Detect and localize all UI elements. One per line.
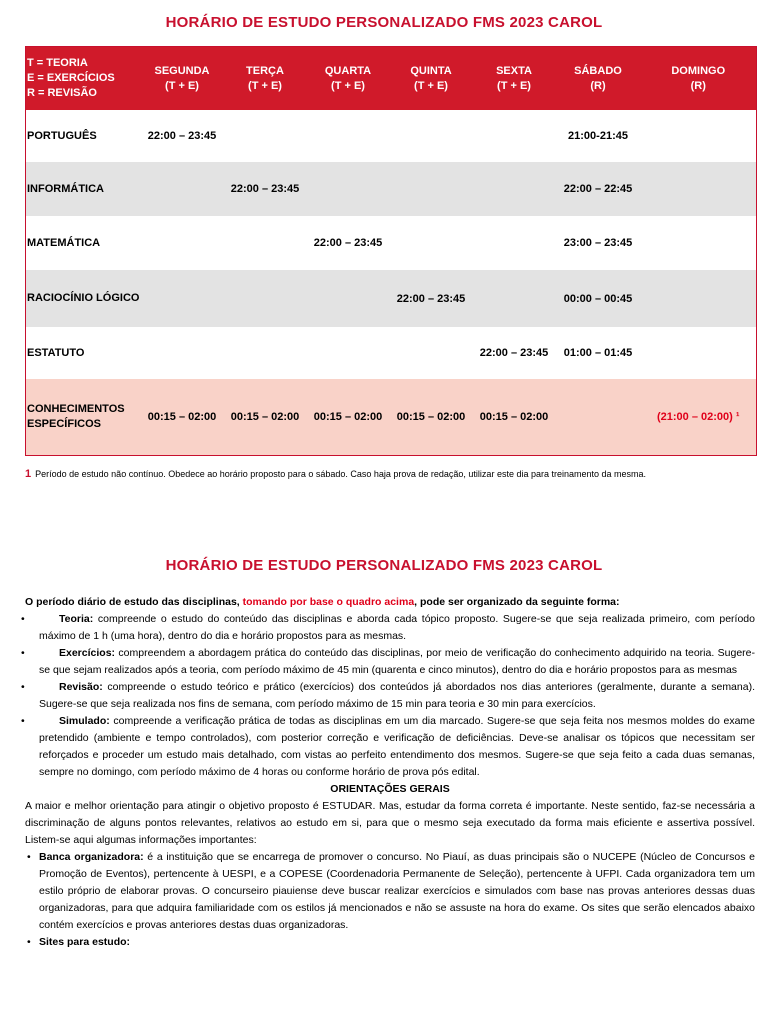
time-cell: 00:00 – 00:45	[556, 270, 641, 327]
time-cell: 22:00 – 23:45	[224, 162, 307, 216]
footnote-text: Período de estudo não contínuo. Obedece ao horário proposto para o sábado. Caso haja prova de redação, utilizar este dia para treinamento da mesma.	[35, 469, 647, 479]
time-cell: 22:00 – 23:45	[390, 270, 473, 327]
time-cell: (21:00 – 02:00) ¹	[641, 379, 757, 456]
time-cell	[473, 270, 556, 327]
time-cell	[307, 327, 390, 379]
time-cell: 00:15 – 02:00	[307, 379, 390, 456]
subject-cell: ESTATUTO	[26, 327, 141, 379]
time-cell	[641, 270, 757, 327]
time-cell	[307, 270, 390, 327]
day-header: SEGUNDA (T + E)	[141, 47, 224, 111]
time-cell	[224, 270, 307, 327]
time-cell	[307, 110, 390, 162]
time-cell: 00:15 – 02:00	[141, 379, 224, 456]
time-cell: 00:15 – 02:00	[390, 379, 473, 456]
day-header: SÁBADO (R)	[556, 47, 641, 111]
table-row	[26, 270, 757, 327]
legend-line: T = TEORIA	[27, 57, 88, 69]
time-cell	[641, 162, 757, 216]
time-cell	[141, 216, 224, 270]
time-cell	[390, 110, 473, 162]
guidance-list	[25, 849, 755, 951]
time-cell: 00:15 – 02:00	[224, 379, 307, 456]
time-cell	[224, 216, 307, 270]
table-row	[26, 162, 757, 216]
table-row	[26, 327, 757, 379]
time-cell: 22:00 – 22:45	[556, 162, 641, 216]
guidance-paragraph: A maior e melhor orientação para atingir o objetivo proposto é ESTUDAR. Mas, estudar da forma correta é importante. Neste sentido, faz-se necessária a discriminação de alguns pontos relevantes, relativos ao estudo em si, para que o mesmo seja executado da forma mais eficiente e assertiva possível. Listem-se aqui algumas informações importantes:	[25, 800, 755, 846]
time-cell	[307, 162, 390, 216]
section-title: ORIENTAÇÕES GERAIS	[330, 783, 450, 795]
time-cell	[390, 327, 473, 379]
body-text	[21, 594, 756, 951]
table-row	[26, 216, 757, 270]
list-item: • Exercícios: compreendem a abordagem prática do conteúdo das disciplinas, por meio de verificação do conhecimento adquirido na teoria. Sugere-se que sejam realizados após a teoria, com período máximo de 45 min (quarenta e cinco minutos), dentro do dia e horário propostos para as mesmas	[21, 647, 755, 676]
page-title-2: HORÁRIO DE ESTUDO PERSONALIZADO FMS 2023 CAROL	[165, 557, 603, 574]
time-cell: 21:00-21:45	[556, 110, 641, 162]
time-cell	[473, 216, 556, 270]
time-cell	[390, 216, 473, 270]
time-cell	[473, 162, 556, 216]
legend-line: E = EXERCÍCIOS	[27, 72, 115, 84]
list-item: • Sites para estudo:	[27, 936, 131, 948]
legend-cell	[26, 47, 141, 111]
day-header: QUARTA (T + E)	[307, 47, 390, 111]
list-item: • Teoria: compreende o estudo do conteúdo das disciplinas e aborda cada tópico proposto. Sugere-se que seja realizada primeiro, com período máximo de 1 h (uma hora), dentro do dia e horário propostos para as mesmas.	[21, 613, 755, 642]
day-header: QUINTA (T + E)	[390, 47, 473, 111]
subject-cell: MATEMÁTICA	[26, 216, 141, 270]
subject-cell: PORTUGUÊS	[26, 110, 141, 162]
list-item: • Banca organizadora: é a instituição que se encarrega de promover o concurso. No Piauí, as duas principais são o NUCEPE (Núcleo de Concursos e Promoção de Eventos), pertencente à UESPI, e a COPESE (Coordenadoria Permanente de Seleção), pertencente à UFPI. Cada organizadora tem um estilo próprio de elaborar provas. O concurseiro piauiense deve buscar realizar exercícios e simulados com base nas provas anteriores dessas duas organizadoras, para que adquira familiaridade com os estilos já mencionados e não se assuste na hora do exame. Os sites que serão elencados abaixo contém exercícios e provas anteriores destas duas organizadoras.	[27, 851, 756, 931]
time-cell: 01:00 – 01:45	[556, 327, 641, 379]
table-header-row	[26, 47, 757, 111]
page-title: HORÁRIO DE ESTUDO PERSONALIZADO FMS 2023 CAROL	[165, 14, 603, 31]
time-cell	[641, 216, 757, 270]
time-cell: 00:15 – 02:00	[473, 379, 556, 456]
footnote-number: 1	[25, 468, 32, 480]
time-cell	[224, 110, 307, 162]
list-item: • Simulado: compreende a verificação prática de todas as disciplinas em um dia marcado. Sugere-se que seja feita nos mesmos moldes do exame pretendido (ambiente e tempo controlados), com posterior correção e verificação de deficiências. Deve-se analisar os tópicos que necessitam ser reforçados e proceder um estudo mais detalhado, com vistas ao perfeito entendimento dos mesmos. Sugere-se que seja feito a cada duas semanas, sempre no domingo, com período máximo de 4 horas ou conforme horário de prova pós edital.	[21, 715, 755, 778]
subject-cell: RACIOCÍNIO LÓGICO	[26, 270, 141, 327]
time-cell	[141, 327, 224, 379]
intro-highlight: tomando por base o quadro acima	[242, 596, 415, 608]
time-cell: 22:00 – 23:45	[141, 110, 224, 162]
subject-cell: CONHECIMENTOS ESPECÍFICOS	[26, 379, 141, 456]
time-cell: 23:00 – 23:45	[556, 216, 641, 270]
time-cell	[390, 162, 473, 216]
time-cell	[224, 327, 307, 379]
day-header: SEXTA (T + E)	[473, 47, 556, 111]
time-cell: 22:00 – 23:45	[473, 327, 556, 379]
time-cell	[641, 110, 757, 162]
day-header: TERÇA (T + E)	[224, 47, 307, 111]
time-cell: 22:00 – 23:45	[307, 216, 390, 270]
time-cell	[141, 270, 224, 327]
time-cell	[556, 379, 641, 456]
table-row	[26, 379, 757, 456]
footnote	[25, 468, 646, 480]
list-item: • Revisão: compreende o estudo teórico e prático (exercícios) dos conteúdos já abordados nos dias anteriores (geralmente, durante a semana). Sugere-se que seja realizada nos fins de semana, com período máximo de 15 min para teoria e 30 min para exercícios.	[21, 681, 755, 710]
subject-cell: INFORMÁTICA	[26, 162, 141, 216]
time-cell	[473, 110, 556, 162]
table-row	[26, 110, 757, 162]
method-list	[21, 611, 755, 781]
legend-line: R = REVISÃO	[27, 87, 97, 99]
intro-paragraph: O período diário de estudo das disciplinas, tomando por base o quadro acima, pode ser organizado da seguinte forma:	[25, 596, 620, 608]
schedule-table	[25, 46, 757, 456]
time-cell	[641, 327, 757, 379]
time-cell	[141, 162, 224, 216]
day-header: DOMINGO (R)	[641, 47, 757, 111]
